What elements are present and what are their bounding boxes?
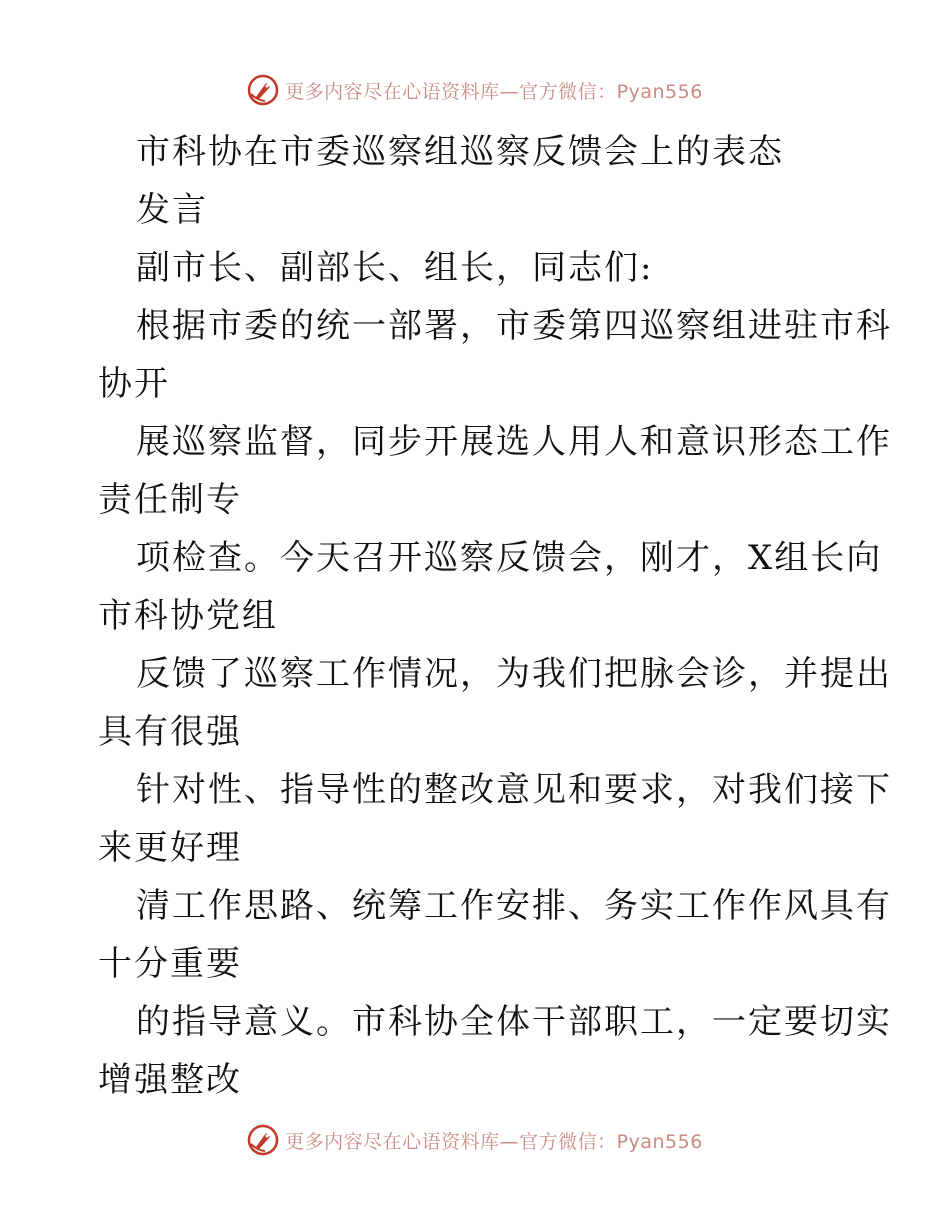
paragraph-line: 项检查。今天召开巡察反馈会，刚才，X组长向 bbox=[136, 538, 883, 578]
paragraph-line: 针对性、指导性的整改意见和要求，对我们接下 bbox=[136, 770, 892, 810]
header-banner bbox=[0, 70, 950, 110]
doc-title-line-2: 发言 bbox=[136, 190, 208, 230]
paragraph-line: 增强整改 bbox=[98, 1060, 242, 1100]
paragraph-line: 清工作思路、统筹工作安排、务实工作作风具有 bbox=[136, 886, 892, 926]
pen-nib-logo-icon bbox=[247, 74, 279, 106]
paragraph-line: 展巡察监督，同步开展选人用人和意识形态工作 bbox=[136, 422, 892, 462]
paragraph-line: 市科协党组 bbox=[98, 596, 278, 636]
pen-nib-logo-icon bbox=[247, 1124, 279, 1156]
paragraph-line: 协开 bbox=[98, 364, 170, 404]
paragraph-line: 十分重要 bbox=[98, 944, 242, 984]
paragraph-line: 来更好理 bbox=[98, 828, 242, 868]
doc-title-line-1: 市科协在市委巡察组巡察反馈会上的表态 bbox=[136, 132, 784, 172]
footer-banner-text: 更多内容尽在心语资料库—官方微信：Pyan556 bbox=[285, 1130, 703, 1153]
paragraph-line: 的指导意义。市科协全体干部职工，一定要切实 bbox=[136, 1002, 892, 1042]
salutation-line: 副市长、副部长、组长，同志们: bbox=[136, 248, 654, 288]
paragraph-line: 反馈了巡察工作情况，为我们把脉会诊，并提出 bbox=[136, 654, 892, 694]
document-body bbox=[98, 123, 892, 1109]
paragraph-line: 责任制专 bbox=[98, 480, 242, 520]
footer-banner bbox=[0, 1120, 950, 1160]
header-banner-text: 更多内容尽在心语资料库—官方微信：Pyan556 bbox=[285, 80, 703, 103]
paragraph-line: 根据市委的统一部署，市委第四巡察组进驻市科 bbox=[136, 306, 892, 346]
paragraph-line: 具有很强 bbox=[98, 712, 242, 752]
